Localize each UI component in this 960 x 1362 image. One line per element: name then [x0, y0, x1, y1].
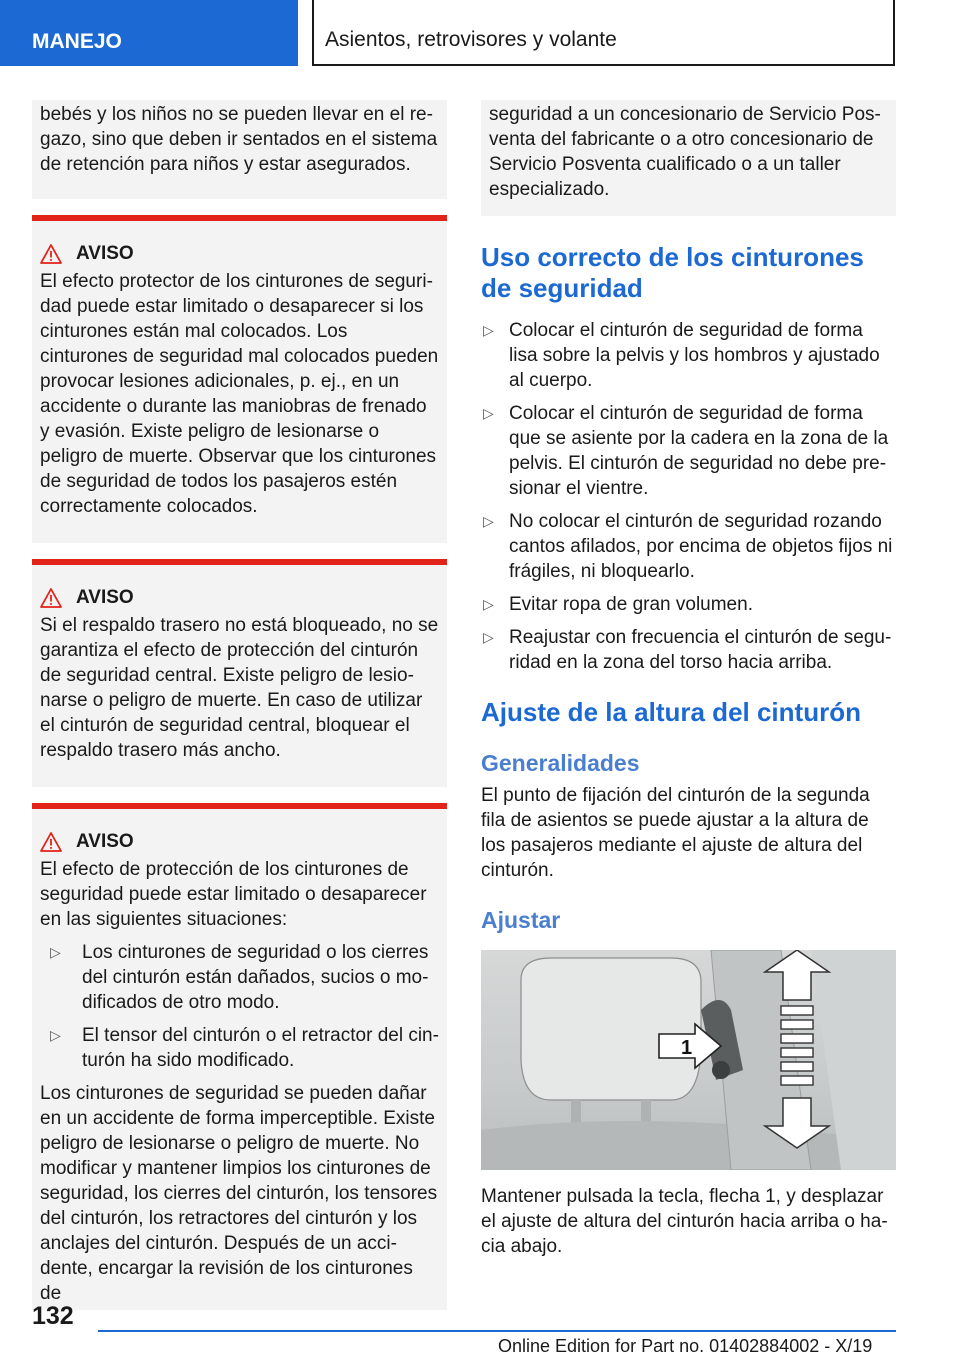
list-item: ▷ Evitar ropa de gran volumen.	[481, 592, 896, 617]
chapter-title: Asientos, retrovisores y volante	[325, 28, 617, 51]
list-item: ▷ Colocar el cinturón de seguridad de forma lisa sobre la pelvis y los hombros y ajustado al cuerpo.	[481, 318, 896, 393]
warning-triangle-icon	[40, 588, 62, 608]
warning-label: AVISO	[76, 243, 134, 264]
uso-list	[481, 318, 896, 675]
footer-edition: Online Edition for Part no. 01402884002 - X/19	[498, 1336, 873, 1356]
warning-label: AVISO	[76, 587, 134, 608]
warning-triangle-icon	[40, 244, 62, 264]
warning-box-1	[32, 215, 447, 543]
header-divider	[312, 0, 314, 66]
list-item: ▷ Colocar el cinturón de seguridad de forma que se asiente por la cadera en la zona de la pelvis. El cinturón de seguridad no debe presionar el vientre.	[481, 401, 896, 501]
section-tab: MANEJO	[0, 0, 298, 66]
warning-heading	[40, 831, 439, 853]
list-item: ▷ El tensor del cinturón o el retractor del cinturón ha sido modificado.	[40, 1023, 439, 1073]
heading-uso-correcto: Uso correcto de los cinturones de seguridad	[481, 242, 864, 303]
warning-text: El efecto protector de los cinturones de seguridad puede estar limitado o desaparecer si los cinturones están mal colocados. Los cinturones de seguridad mal colocados pueden provocar lesiones adicionales, p. ej., en un accidente o durante las maniobras de frenado y evasión. Existe peligro de lesionarse o peligro de muerte. Observar que los cinturones de seguridad de todos los pasajeros estén correctamente colocados.	[40, 271, 439, 517]
header-divider-right	[893, 0, 895, 66]
warning-triangle-icon	[40, 832, 62, 852]
header-underline	[312, 64, 895, 66]
heading-ajuste-altura: Ajuste de la altura del cinturón	[481, 697, 861, 727]
warning-text: El efecto de protección de los cinturones de seguridad puede estar limitado o desaparecer en las siguientes situaciones:	[40, 859, 427, 930]
warning-list	[40, 940, 439, 1073]
heading-generalidades: Generalidades	[481, 750, 640, 776]
warning-label: AVISO	[76, 831, 134, 852]
warning-heading	[40, 587, 439, 609]
continuation-box	[481, 100, 896, 216]
warning-box-2	[32, 559, 447, 787]
list-item: ▷ Reajustar con frecuencia el cinturón de seguridad en la zona del torso hacia arriba.	[481, 625, 896, 675]
warning-text: Si el respaldo trasero no está bloqueado, no se garantiza el efecto de protección del cinturón de seguridad central. Existe peligro de lesionarse o peligro de muerte. En caso de utilizar el cinturón de seguridad central, bloquear el respaldo trasero más ancho.	[40, 615, 439, 761]
belt-height-illustration	[481, 950, 896, 1170]
intro-box	[32, 100, 447, 199]
list-item: ▷ No colocar el cinturón de seguridad rozando cantos afilados, por encima de objetos fijos ni frágiles, ni bloquearlo.	[481, 509, 896, 584]
general-text: El punto de fijación del cinturón de la segunda fila de asientos se puede ajustar a la altura de los pasajeros mediante el ajuste de altura del cinturón.	[481, 785, 870, 881]
heading-ajustar: Ajustar	[481, 907, 561, 933]
warning-box-3	[32, 803, 447, 1310]
warning-text-2: Los cinturones de seguridad se pueden dañar en un accidente de forma imperceptible. Existe peligro de lesionarse o peligro de muerte. No modificar y mantener limpios los cinturones de seguridad, los cierres del cinturón, los tensores del cinturón, los retractores del cinturón y los anclajes del cinturón. Después de un accidente, encargar la revisión de los cinturones de	[40, 1083, 438, 1304]
list-item: ▷ Los cinturones de seguridad o los cierres del cinturón están dañados, sucios o modificados de otro modo.	[40, 940, 439, 1015]
left-column	[32, 100, 447, 1310]
figure-callout-1: 1	[681, 1037, 693, 1059]
belt-height-figure	[481, 950, 896, 1170]
page-number: 132	[32, 1302, 74, 1330]
right-column	[481, 100, 896, 1259]
intro-text: bebés y los niños no se pueden llevar en el regazo, sino que deben ir sentados en el sistema de retención para niños y estar asegurados.	[40, 104, 438, 175]
footer-rule	[98, 1330, 896, 1332]
continuation-text: seguridad a un concesionario de Servicio Posventa del fabricante o a otro concesionario de Servicio Posventa cualificado o a un taller especializado.	[489, 104, 881, 200]
figure-caption: Mantener pulsada la tecla, flecha 1, y desplazar el ajuste de altura del cinturón hacia arriba o hacia abajo.	[481, 1186, 888, 1257]
warning-heading	[40, 243, 439, 265]
